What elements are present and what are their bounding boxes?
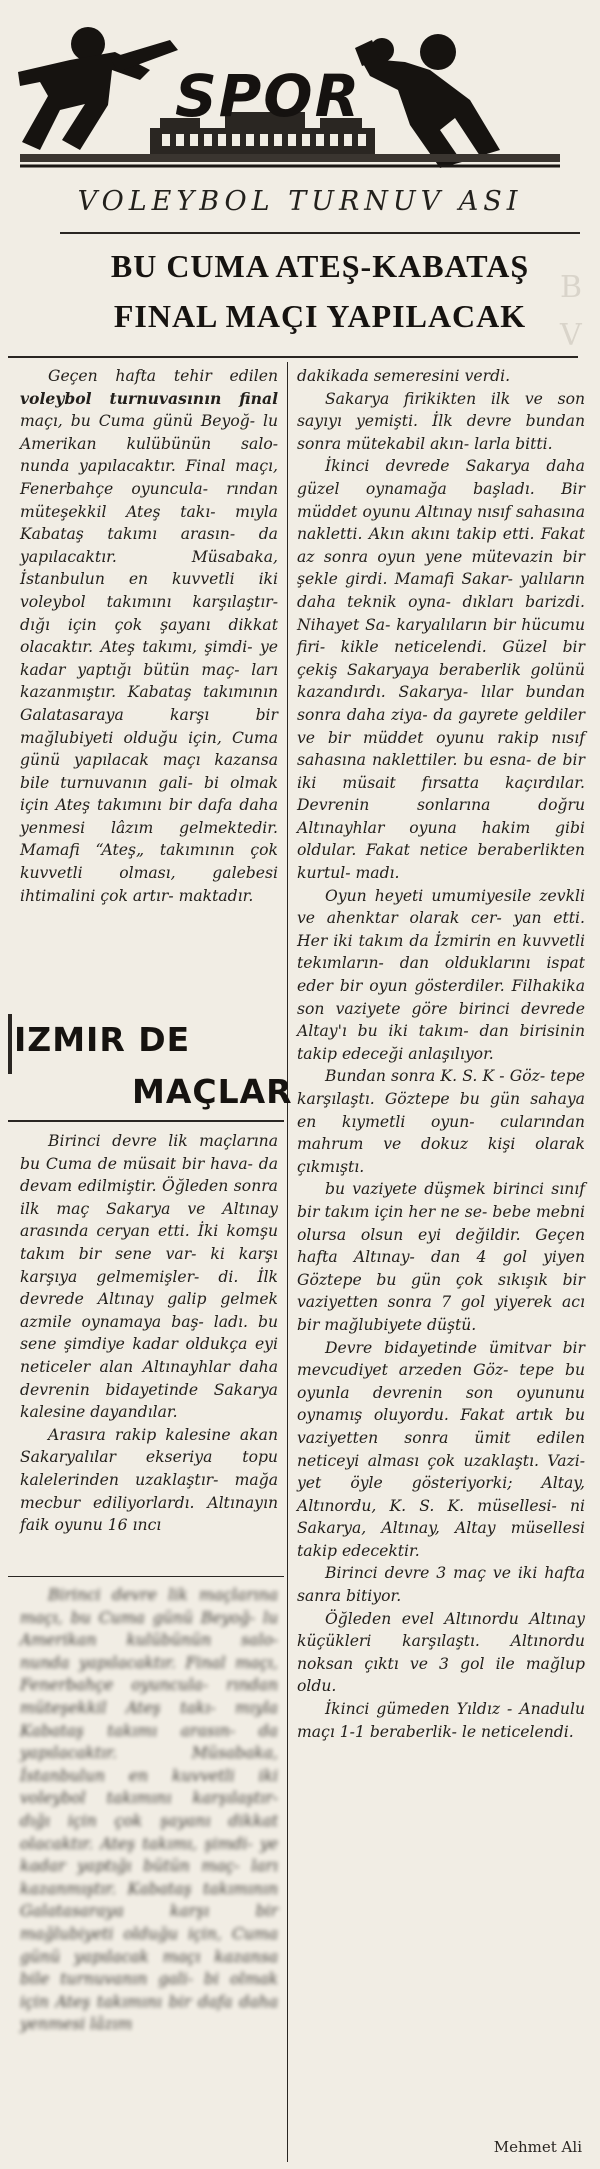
bleed-through-mark: V <box>560 318 585 353</box>
right-paragraph-9: Öğleden evel Altınordu Altınay küçükleri karşılaştı. Altınordu noksan çıktı ve 3 gol ile mağlup oldu. <box>297 1609 585 1696</box>
headline-line-1: BU CUMA ATEŞ-KABATAŞ <box>110 248 530 284</box>
right-paragraph-6: bu vaziyete düşmek birinci sınıf bir takım için her ne se- bebe mebni olursa olsun eyi değildir. Geçen hafta Altınay- dan 4 gol yiyen Göztepe bu gün çok sıkışık bir vaziyetten sonra 7 gol yiyerek acı bir mağlubiyete düştü. <box>297 1180 585 1334</box>
subhead-izmir: IZMIR DE <box>14 1020 191 1059</box>
blurred-block-rule <box>8 1576 284 1577</box>
bleed-through-mark: B <box>560 270 586 305</box>
right-paragraph-4: Oyun heyeti umumiyesile zevkli ve ahenktar olarak cer- yan etti. Her iki takım da İzmirin en kuvvetli tekımların- dan olduklarını ispat eder bir oyun gösterdiler. Filhakika son vaziyete göre birinci devrede Altay'ı bu iki takım- dan birisinin takip edeceği anlaşılıyor. <box>297 886 585 1063</box>
illegible-paragraph: Birinci devre lik maçlarına maçı, bu Cuma günü Beyoğ- lu Amerikan kulübünün salo- nunda yapılacaktır. Final maçı, Fenerbahçe oyuncula- rından müteşekkil Ateş takı- mıyla Kabataş takımı arasın- da yapılacaktır. Müsabaka, İstanbulun en kuvvetli iki voleybol takımını karşılaştır- dığı için çok şayanı dikkat olacaktır. Ateş takımı, şimdi- ye kadar yaptığı bütün maç- ları kazanmıştır. Kabataş takımının Galatasaraya karşı bir mağlubiyeti olduğu için, Cuma günü yapılacak maçı kazansa bile turnuvanın gali- bi olmak için Ateş takımını bir dafa daha yenmesi lâzım <box>20 1586 278 2034</box>
right-paragraph-8: Birinci devre 3 maç ve iki hafta sanra bitiyor. <box>297 1564 585 1606</box>
subhead-rule <box>8 1120 284 1122</box>
section-title: VOLEYBOL TURNUV ASI <box>77 186 523 217</box>
izmir-paragraph-1: Birinci devre lik maçlarına bu Cuma de müsait bir hava- da devam edilmiştir. Öğleden sonra ilk maç Sakarya ve Altınay arasında ceryan etti. İki komşu takım bir sene var- ki karşı karşıya gelmemişler- di. İlk devrede Altınay galip gelmek azmile oynamaya baş- ladı. bu sene şimdiye kadar oldukça eyi neticeler alan Altınayhlar daha devrenin bidayetinde Sakarya kalesine dayandılar. <box>20 1132 278 1422</box>
subhead-maclar: MAÇLAR <box>132 1072 293 1111</box>
right-paragraph-3: İkinci devrede Sakarya daha güzel oynamağa başladı. Bir müddet oyunu Altınay nısıf sahasına nakletti. Akın akını takip etti. Fakat az sonra oyun yene mütevazin bir şekle girdi. Mamafi Sakar- yalıların daha teknik oyna- dıkları barizdi. Nihayet Sa- karyalıların bir hücumu firi- kikle neticelendi. Güzel bir çekiş Sakaryaya beraberlik golünü kazandırdı. Sakarya- lılar bundan sonra daha ziya- da gayrete geldiler ve bir müddet oyunu rakip nısıf sahasına naklettiler. bu esna- de bir iki müsait fırsatta kaçırdılar. Devrenin sonlarına doğru Altınayhlar oyuna hakim gibi oldular. Fakat netice beraberlikten kurtul- madı. <box>297 457 586 883</box>
right-paragraph-5: Bundan sonra K. S. K - Göz- tepe karşılaştı. Göztepe bu gün sahaya en kıymetli oyun- cularından mahrum ve dokuz kişi olarak çıkmıştı. <box>297 1067 585 1176</box>
illegible-text-block <box>20 1584 278 2036</box>
right-paragraph-10: İkinci gümeden Yıldız - Anadulu maçı 1-1 beraberlik- le neticelendi. <box>297 1700 585 1741</box>
masthead-title: SPOR <box>175 62 362 130</box>
headline-rule <box>8 356 578 358</box>
section-rule <box>60 232 580 234</box>
right-paragraph-7: Devre bidayetinde ümitvar bir mevcudiyet arzeden Göz- tepe bu oyunla devrenin son oyununu oynamış oluyordu. Fakat artık bu vaziyetten sonra ümit edilen neticeyi alması çok uzaklaştı. Vazi- yet öyle gösteriyorki; Altay, Altınordu, K. S. K. müsellesi- ni Sakarya, Altınay, Altay müsellesi takip edecektir. <box>297 1338 585 1560</box>
subhead-bar <box>8 1014 12 1074</box>
author-signature: Mehmet Ali <box>493 2138 582 2156</box>
intro-paragraph: Geçen hafta tehir edilen voleybol turnuvasının final maçı, bu Cuma günü Beyoğ- lu Amerikan kulübünün salo- nunda yapılacaktır. Final maçı, Fenerbahçe oyuncula- rından müteşekkil Ateş takı- mıyla Kabataş takımı arasın- da yapılacaktır. Müsabaka, İstanbulun en kuvvetli iki voleybol takımını karşılaştır- dığı için çok şayanı dikkat olacaktır. Ateş takımı, şimdi- ye kadar yaptığı bütün maç- ları kazanmıştır. Kabataş takımının Galatasaraya karşı bir mağlubiyeti olduğu için, Cuma günü yapılacak maçı kazansa bile turnuvanın gali- bi olmak için Ateş takımını bir dafa daha yenmesi lâzım gelmektedir. Mamafi “Ateş„ takımının çok kuvvetli olması, galebesi ihtimalini çok artır- maktadır. <box>20 367 278 905</box>
right-column <box>297 365 585 1743</box>
izmir-paragraph-2: Arasıra rakip kalesine akan Sakaryalılar ekseriya topu kalelerinden uzaklaştır- mağa mecbur ediliyorlardı. Altınayın faik oyunu 16 ıncı <box>20 1425 278 1535</box>
headline-line-2: FINAL MAÇI YAPILACAK <box>113 298 527 334</box>
right-paragraph-1: dakikada semeresini verdi. <box>297 367 511 385</box>
left-column-intro <box>20 365 278 907</box>
column-separator <box>287 362 288 2162</box>
masthead <box>0 0 600 180</box>
left-column-izmir <box>20 1130 278 1537</box>
right-paragraph-2: Sakarya firikikten ilk ve son sayıyı yemişti. İlk devre bundan sonra mütekabil akın- larla bitti. <box>297 389 585 453</box>
